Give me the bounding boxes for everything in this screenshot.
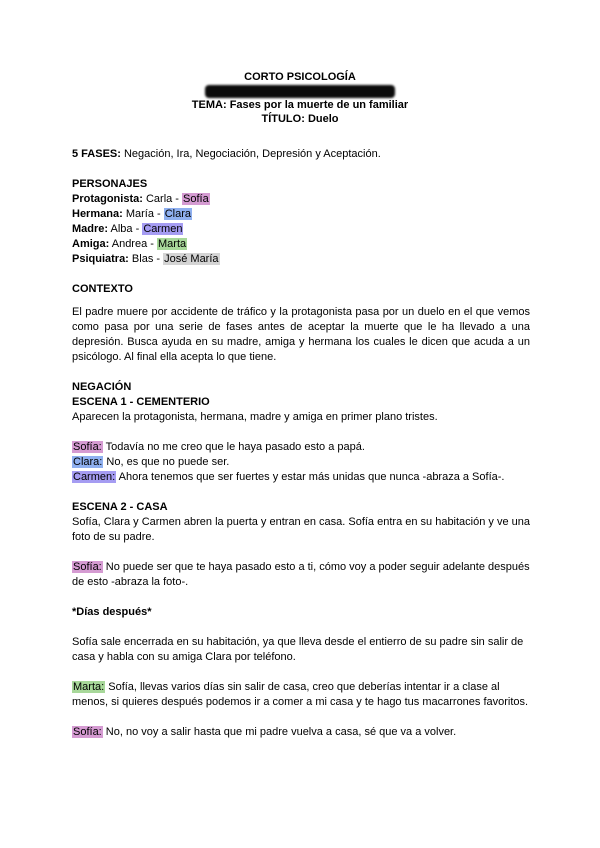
personaje-row: Madre: Alba - Carmen <box>72 223 183 235</box>
narration-text: Sofía sale encerrada en su habitación, ya que lleva desde el entierro de su padre sin salir de casa y habla con su amiga Clara por teléfono. <box>72 636 524 663</box>
contexto-heading: CONTEXTO <box>72 283 133 295</box>
document-header <box>0 70 600 126</box>
escena2-description: Sofía, Clara y Carmen abren la puerta y entran en casa. Sofía entra en su habitación y ve una foto de su padre. <box>72 516 530 543</box>
dialogue-line: Clara: No, es que no puede ser. <box>73 456 230 468</box>
speaker-clara: Clara: <box>73 456 103 468</box>
document-title: CORTO PSICOLOGÍA <box>244 71 356 83</box>
dialogue-line: Sofía: No, no voy a salir hasta que mi padre vuelva a casa, sé que va a volver. <box>73 726 457 738</box>
character-jose-maria: José María <box>164 253 219 265</box>
fases-line <box>72 147 530 162</box>
dialogue-line: Marta: Sofía, llevas varios días sin salir de casa, creo que deberías intentar ir a clase al menos, si quieres después podemos ir a comer a mi casa y te hago tus macarrones favoritos. <box>72 681 529 708</box>
speaker-carmen: Carmen: <box>73 471 116 483</box>
character-clara: Clara <box>164 208 192 220</box>
fases-text: Negación, Ira, Negociación, Depresión y Aceptación. <box>123 148 381 160</box>
negacion-heading: NEGACIÓN <box>72 381 132 393</box>
personaje-row: Hermana: María - Clara <box>72 208 192 220</box>
personajes-heading: PERSONAJES <box>72 178 148 190</box>
contexto-text: El padre muere por accidente de tráfico y la protagonista pasa por un duelo en el que vemos como pasa por una serie de fases antes de aceptar la muerte que le ha llevado a una depresión. Busca ayuda en su madre, amiga y hermana los cuales le dicen que acuda a un psicólogo. Al final ella acepta lo que tiene. <box>72 306 530 363</box>
character-sofia: Sofía <box>183 193 209 205</box>
escena1-heading: ESCENA 1 - CEMENTERIO <box>72 396 210 408</box>
personaje-row: Psiquiatra: Blas - José María <box>72 253 219 265</box>
speaker-sofia: Sofía: <box>73 561 102 573</box>
dialogue-line: Carmen: Ahora tenemos que ser fuertes y estar más unidas que nunca -abraza a Sofía-. <box>73 471 505 483</box>
fases-label: 5 FASES: <box>72 148 121 160</box>
speaker-sofia: Sofía: <box>73 441 102 453</box>
character-carmen: Carmen <box>143 223 183 235</box>
titulo-line: TÍTULO: Duelo <box>261 113 339 125</box>
document-body <box>72 147 530 740</box>
speaker-marta: Marta: <box>73 681 105 693</box>
personaje-row: Amiga: Andrea - Marta <box>72 238 187 250</box>
dialogue-line: Sofía: No puede ser que te haya pasado esto a ti, cómo voy a poder seguir adelante después de esto -abraza la foto-. <box>72 561 530 588</box>
escena2-heading: ESCENA 2 - CASA <box>72 501 168 513</box>
personaje-row: Protagonista: Carla - Sofía <box>72 193 209 205</box>
escena1-description: Aparecen la protagonista, hermana, madre y amiga en primer plano tristes. <box>72 411 438 423</box>
dialogue-line: Sofía: Todavía no me creo que le haya pasado esto a papá. <box>73 441 365 453</box>
character-marta: Marta <box>158 238 187 250</box>
tema-line: TEMA: Fases por la muerte de un familiar <box>191 99 409 111</box>
speaker-sofia: Sofía: <box>73 726 102 738</box>
redacted-author-block <box>205 85 395 98</box>
days-after-note: *Días después* <box>72 606 152 618</box>
